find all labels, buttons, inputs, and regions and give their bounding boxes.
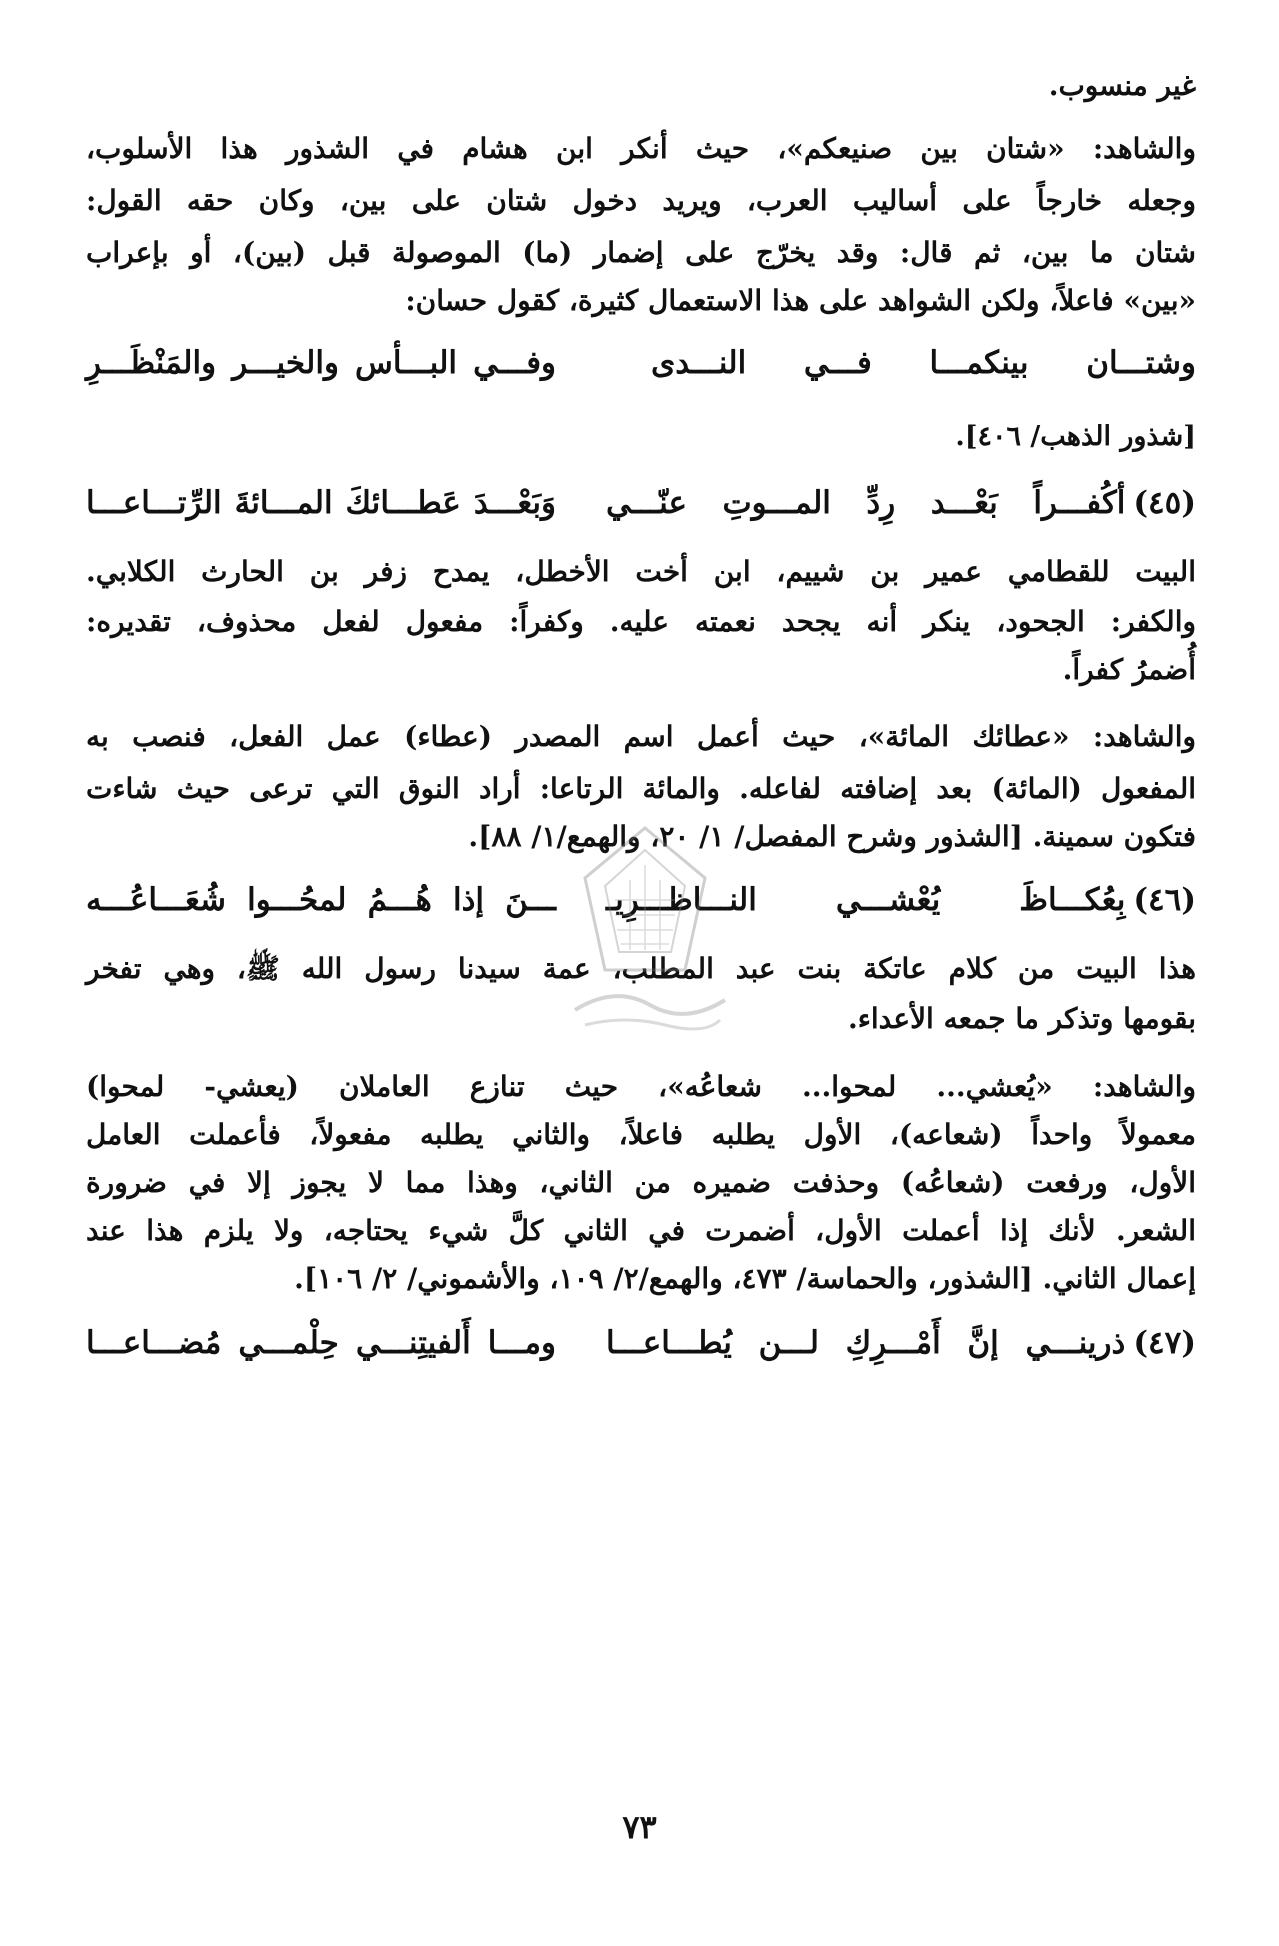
library-seal-watermark-icon [555, 820, 735, 1050]
verse-first-text: ذرينـــي إنَّ أَمْـــرِكِ لـــن يُطـــاعـــا [606, 1325, 1126, 1361]
text-line: «بين» فاعلاً، ولكن الشواهد على هذا الاستعمال كثيرة، كقول حسان: [405, 284, 1196, 317]
verse-first-text: أكُفـــراً بَعْـــد رِدِّ المـــوتِ عنّـــي [606, 485, 1126, 521]
verse-second-hemistich: ومـــا أَلفيتِنـــي حِلْمـــي مُضـــاعـــا [86, 1325, 556, 1361]
text-line: والشاهد: «عطائك المائة»، حيث أعمل اسم المصدر (عطاء) عمل الفعل، فنصب به [86, 720, 1196, 753]
poetry-verse [86, 478, 1196, 528]
text-line: والشاهد: «شتان بين صنيعكم»، حيث أنكر ابن هشام في الشذور هذا الأسلوب، [86, 132, 1196, 165]
verse-first-text: بِعُكـــاظَ يُعْشـــي النـــاظـــرِيـ [606, 882, 1126, 918]
verse-first-hemistich [606, 1318, 1196, 1368]
text-line: الأول، ورفعت (شعاعُه) وحذفت ضميره من الثاني، وهذا مما لا يجوز إلا في ضرورة [86, 1166, 1196, 1199]
text-line: غير منسوب. [1048, 69, 1196, 102]
text-line: هذا البيت من كلام عاتكة بنت عبد المطلب، عمة سيدنا رسول الله ﷺ، وهي تفخر [86, 952, 1196, 985]
text-line: والشاهد: «يُعشي... لمحوا... شعاعُه»، حيث تنازع العاملان (يعشي- لمحوا) [86, 1070, 1196, 1103]
verse-second-hemistich: ـــنَ إذا هُـــمُ لمحُـــوا شُعَـــاعُـــه [86, 882, 556, 918]
poetry-verse [86, 338, 1196, 388]
page-number: ٧٣ [622, 1808, 657, 1846]
text-line: المفعول (المائة) بعد إضافته لفاعله. والمائة الرتاعا: أراد النوق التي ترعى حيث شاءت [86, 772, 1196, 805]
verse-second-hemistich: وَبَعْـــدَ عَطـــائكَ المـــائةَ الرِّتـــاعـــا [86, 485, 556, 521]
verse-number: (٤٧) [1133, 1325, 1196, 1361]
poetry-verse [86, 1318, 1196, 1368]
verse-first-hemistich [606, 478, 1196, 528]
text-line: البيت للقطامي عمير بن شييم، ابن أخت الأخطل، يمدح زفر بن الحارث الكلابي. [86, 555, 1196, 588]
text-line: معمولاً واحداً (شعاعه)، الأول يطلبه فاعلاً، والثاني يطلبه مفعولاً، فأعملت العامل [86, 1118, 1196, 1151]
text-line: إعمال الثاني. [الشذور، والحماسة/ ٤٧٣، والهمع/٢/ ١٠٩، والأشموني/ ٢/ ١٠٦]. [294, 1262, 1196, 1295]
text-line: فتكون سمينة. [الشذور وشرح المفصل/ ١/ ٢٠، والهمع/١/ ٨٨]. [468, 820, 1196, 853]
reference-citation: [شذور الذهب/ ٤٠٦]. [955, 421, 1196, 452]
text-line: وجعله خارجاً على أساليب العرب، ويريد دخول شتان على بين، وكان حقه القول: [86, 184, 1196, 217]
text-line: الشعر. لأنك إذا أعملت الأول، أضمرت في الثاني كلَّ شيء يحتاجه، ولا يلزم هذا عند [86, 1214, 1196, 1247]
verse-second-hemistich: وفـــي البـــأس والخيـــر والمَنْظَـــرِ [86, 345, 556, 381]
verse-first-hemistich: وشتـــان بينكمـــا فـــي النـــدى [651, 345, 1196, 381]
text-line: شتان ما بين، ثم قال: وقد يخرّج على إضمار (ما) الموصولة قبل (بين)، أو بإعراب [86, 236, 1196, 269]
text-line: أُضمرُ كفراً. [1062, 653, 1196, 686]
text-line: والكفر: الجحود، ينكر أنه يجحد نعمته عليه. وكفراً: مفعول لفعل محذوف، تقديره: [86, 605, 1196, 638]
verse-number: (٤٥) [1133, 485, 1196, 521]
verse-number: (٤٦) [1133, 882, 1196, 918]
text-line: بقومها وتذكر ما جمعه الأعداء. [847, 1002, 1196, 1035]
